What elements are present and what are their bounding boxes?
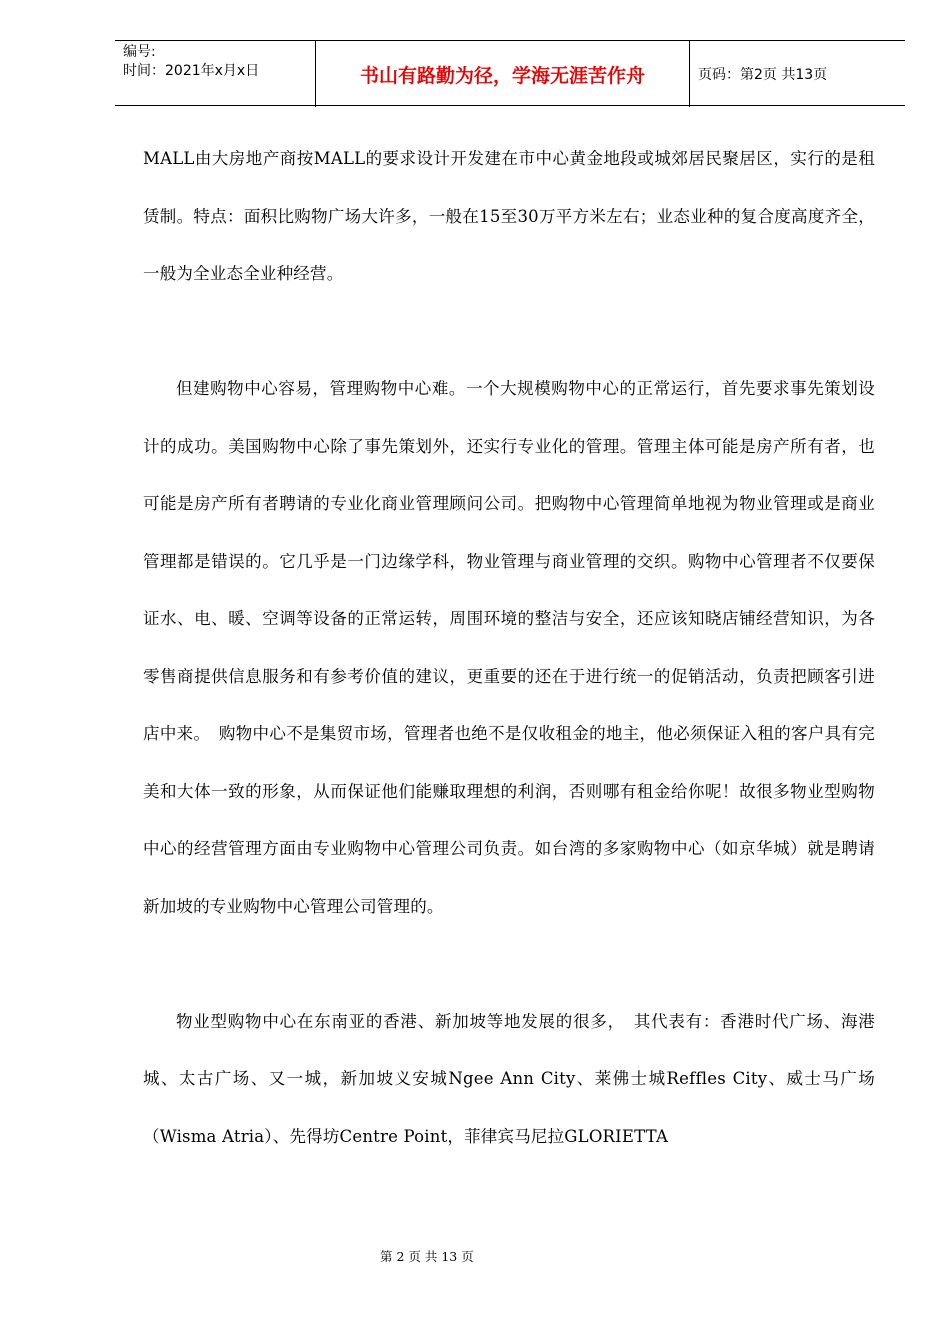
body-paragraph: MALL由大房地产商按MALL的要求设计开发建在市中心黄金地段或城郊居民聚居区，实行的是租赁制。特点：面积比购物广场大许多，一般在15至30万平方米左右；业态业种的复合度高度齐全，一般为全业态全业种经营。 bbox=[143, 149, 875, 283]
body-paragraph: 物业型购物中心在东南亚的香港、新加坡等地发展的很多， 其代表有：香港时代广场、海港城、太古广场、又一城，新加坡义安城Ngee Ann City、莱佛士城Reffles City、威士马广场（Wisma Atria）、先得坊Centre Point，菲律宾马尼拉GLORIETTA bbox=[143, 1011, 875, 1146]
header-meta bbox=[123, 43, 259, 81]
document-header bbox=[115, 40, 905, 106]
date-label: 时间：2021年x月x日 bbox=[123, 63, 260, 79]
page-footer: 第 2 页 共 13 页 bbox=[380, 1249, 474, 1264]
document-body bbox=[143, 130, 875, 1165]
serial-number-label: 编号: bbox=[123, 44, 156, 60]
paragraph-spacer bbox=[143, 935, 875, 993]
body-paragraph: 但建购物中心容易，管理购物中心难。一个大规模购物中心的正常运行，首先要求事先策划设计的成功。美国购物中心除了事先策划外，还实行专业化的管理。管理主体可能是房产所有者，也可能是房产所有者聘请的专业化商业管理顾问公司。把购物中心管理简单地视为物业管理或是商业管理都是错误的。它几乎是一门边缘学科，物业管理与商业管理的交织。购物中心管理者不仅要保证水、电、暖、空调等设备的正常运转，周围环境的整洁与安全，还应该知晓店铺经营知识，为各零售商提供信息服务和有参考价值的建议，更重要的还在于进行统一的促销活动，负责把顾客引进店中来。 购物中心不是集贸市场，管理者也绝不是仅收租金的地主，他必须保证入租的客户具有完美和大体一致的形象，从而保证他们能赚取理想的利润，否则哪有租金给你呢！故很多物业型购物中心的经营管理方面由专业购物中心管理公司负责。如台湾的多家购物中心（如京华城）就是聘请新加坡的专业购物中心管理公司管理的。 bbox=[143, 379, 875, 916]
header-divider bbox=[689, 41, 690, 107]
header-page-info: 页码：第2页 共13页 bbox=[698, 67, 828, 83]
header-motto: 书山有路勤为径，学海无涯苦作舟 bbox=[359, 64, 645, 87]
paragraph-spacer bbox=[143, 303, 875, 361]
